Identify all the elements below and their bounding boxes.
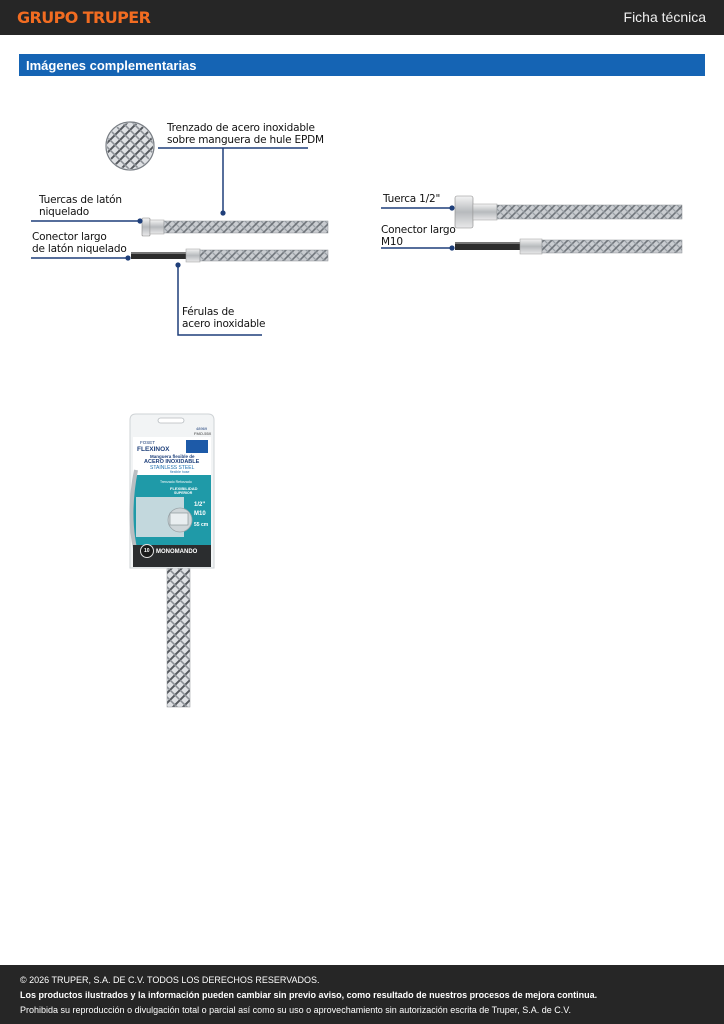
braided-hose-top (164, 221, 328, 233)
left-hose-diagram (31, 120, 328, 335)
document-type: Ficha técnica (623, 9, 706, 25)
package-code: 48969 (196, 426, 208, 431)
callout-connector-m10-line2: M10 (381, 236, 403, 248)
footer-prohibition: Prohibida su reproducción o divulgación total o parcial así como su uso o aprovechamiento sin autorización escrita de Truper, S.A. de C.V. (20, 1005, 571, 1015)
callout-connector-m10 (381, 224, 456, 248)
package-title-line2: ACERO INOXIDABLE (144, 459, 200, 465)
package-brand: FLEXINOX (137, 446, 170, 453)
callout-connector-line1: Conector largo (32, 231, 107, 243)
callout-braid (167, 122, 324, 146)
footer-notice: Los productos ilustrados y la información pueden cambiar sin previo aviso, como resultado de nuestros procesos de mejora continua. (20, 990, 598, 1000)
package-spec-length: 55 cm (194, 522, 209, 528)
callout-nuts (39, 194, 122, 218)
package-hose (167, 560, 190, 707)
package-feature-line3: SUPERIOR (174, 491, 193, 495)
package-spec-size: 1/2" (194, 502, 206, 508)
callout-ferrules-line2: acero inoxidable (182, 318, 266, 330)
package-feature-line2: FLEXIBILIDAD (170, 486, 198, 491)
callout-nuts-line2: niquelado (39, 206, 89, 218)
callout-ferrules (182, 306, 265, 330)
braided-hose-bottom (200, 250, 328, 261)
footer-copyright: © 2026 TRUPER, S.A. DE C.V. TODOS LOS DERECHOS RESERVADOS. (20, 975, 320, 985)
package-model: FMO-55X (194, 431, 212, 436)
package-band: MONOMANDO (156, 549, 198, 555)
braid-detail-icon (104, 120, 156, 172)
section-title: Imágenes complementarias (26, 58, 197, 73)
package-spec-connector: M10 (194, 511, 206, 517)
callout-connector-m10-line1: Conector largo (381, 224, 456, 236)
package-title-line4: flexible hose (170, 470, 190, 474)
nut-half-inch (455, 196, 473, 228)
footer (0, 965, 724, 1024)
callout-braid-line2: sobre manguera de hule EPDM (167, 134, 324, 146)
package-title-line1: Manguera flexible de (150, 454, 195, 459)
callout-nuts-line1: Tuercas de latón (39, 194, 122, 206)
callout-connector-line2: de latón niquelado (32, 243, 127, 255)
package-brand-small: FOSET (140, 440, 156, 445)
callout-ferrules-line1: Férulas de (182, 306, 235, 318)
ferrule (186, 249, 200, 262)
brand-logo: GRUPO TRUPER (17, 8, 151, 27)
callout-braid-line1: Trenzado de acero inoxidable (167, 122, 315, 134)
callout-nut-half: Tuerca 1/2" (383, 193, 441, 205)
package-feature-line1: Trenzado Reforzado (160, 480, 192, 484)
package-warranty: 10 (144, 548, 150, 554)
hang-hole (158, 418, 184, 423)
brass-nut (142, 218, 150, 236)
callout-connector (32, 231, 127, 255)
package-title-line3: STAINLESS STEEL (150, 465, 195, 471)
